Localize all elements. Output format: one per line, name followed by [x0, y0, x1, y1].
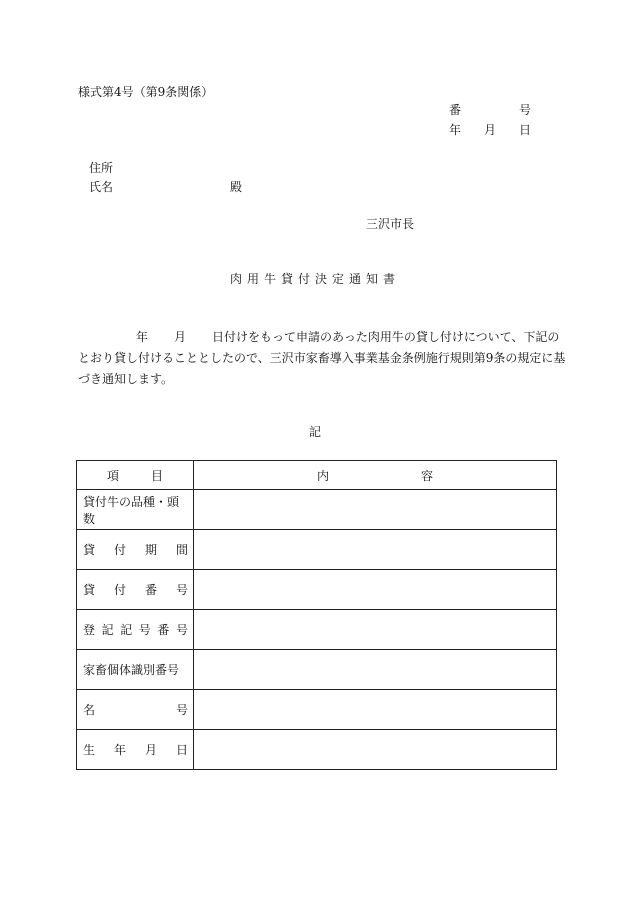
table-row [77, 570, 557, 610]
row-content [194, 650, 557, 690]
label-char: 番 [144, 583, 157, 597]
ref-char: 号 [518, 103, 531, 117]
label-char: 号 [175, 623, 188, 637]
row-label-livestock-id [77, 650, 194, 690]
ref-char: 番 [449, 103, 462, 117]
label-char: 号 [175, 583, 188, 597]
label-char: 名 [83, 703, 96, 717]
form-number: 様式第4号（第9条関係） [78, 85, 214, 99]
address-label: 住所 [89, 161, 114, 175]
table-row [77, 650, 557, 690]
label-char: 貸 [83, 583, 96, 597]
row-label-breed-count [77, 490, 194, 530]
label-char: 番 [157, 623, 170, 637]
body-line-2: とおり貸し付けることとしたので、三沢市家畜導入事業基金条例施行規則第9条の規定に基 [78, 351, 566, 365]
body-line-3: づき通知します。 [78, 372, 174, 386]
label-char: 貸 [83, 543, 96, 557]
label-char: 記 [101, 623, 114, 637]
ki-label: 記 [308, 425, 321, 439]
label-char: 号 [138, 623, 151, 637]
document-title: 肉用牛貸付決定通知書 [229, 272, 400, 286]
label-char: 記 [120, 623, 133, 637]
header-item-char: 項 [106, 468, 119, 483]
header-item-char: 目 [151, 468, 164, 483]
row-label-name [77, 690, 194, 730]
label-char: 付 [113, 543, 126, 557]
row-content [194, 570, 557, 610]
row-label-text: 貸付牛の品種・頭数 [83, 494, 180, 526]
body-month-char: 月 [174, 330, 187, 344]
body-line-1 [78, 327, 560, 348]
label-char: 登 [83, 623, 96, 637]
row-content [194, 730, 557, 770]
row-content [194, 610, 557, 650]
header-item [77, 461, 194, 490]
date-char: 日 [518, 123, 531, 137]
label-char: 年 [113, 743, 126, 757]
row-label-loan-period [77, 530, 194, 570]
row-content [194, 530, 557, 570]
label-char: 日 [175, 743, 188, 757]
table-header-row [77, 461, 557, 490]
table-row [77, 490, 557, 530]
row-label-birth-date [77, 730, 194, 770]
label-char: 付 [113, 583, 126, 597]
label-char: 間 [175, 543, 188, 557]
honorific: 殿 [230, 180, 243, 194]
label-char: 生 [83, 743, 96, 757]
table-row [77, 610, 557, 650]
label-char: 月 [144, 743, 157, 757]
header-content-char: 容 [421, 468, 434, 483]
name-label: 氏名 [89, 180, 114, 194]
table-row [77, 730, 557, 770]
detail-table [76, 460, 557, 770]
date-char: 年 [449, 123, 462, 137]
header-content-char: 内 [316, 468, 329, 483]
row-content [194, 490, 557, 530]
body-line-1-rest: 日付けをもって申請のあった肉用牛の貸し付けについて、下記の [212, 330, 560, 344]
table-row [77, 690, 557, 730]
label-char: 期 [144, 543, 157, 557]
issuer-name: 三沢市長 [366, 217, 415, 231]
body-year-char: 年 [136, 330, 149, 344]
table-row [77, 530, 557, 570]
issue-date-line [449, 124, 531, 136]
row-label-text: 家畜個体識別番号 [83, 663, 180, 677]
reference-number-line [449, 104, 531, 116]
date-char: 月 [483, 123, 496, 137]
row-content [194, 690, 557, 730]
body-paragraph [78, 327, 566, 390]
label-char: 号 [175, 703, 188, 717]
header-content [194, 461, 557, 490]
row-label-loan-number [77, 570, 194, 610]
row-label-registry-number [77, 610, 194, 650]
